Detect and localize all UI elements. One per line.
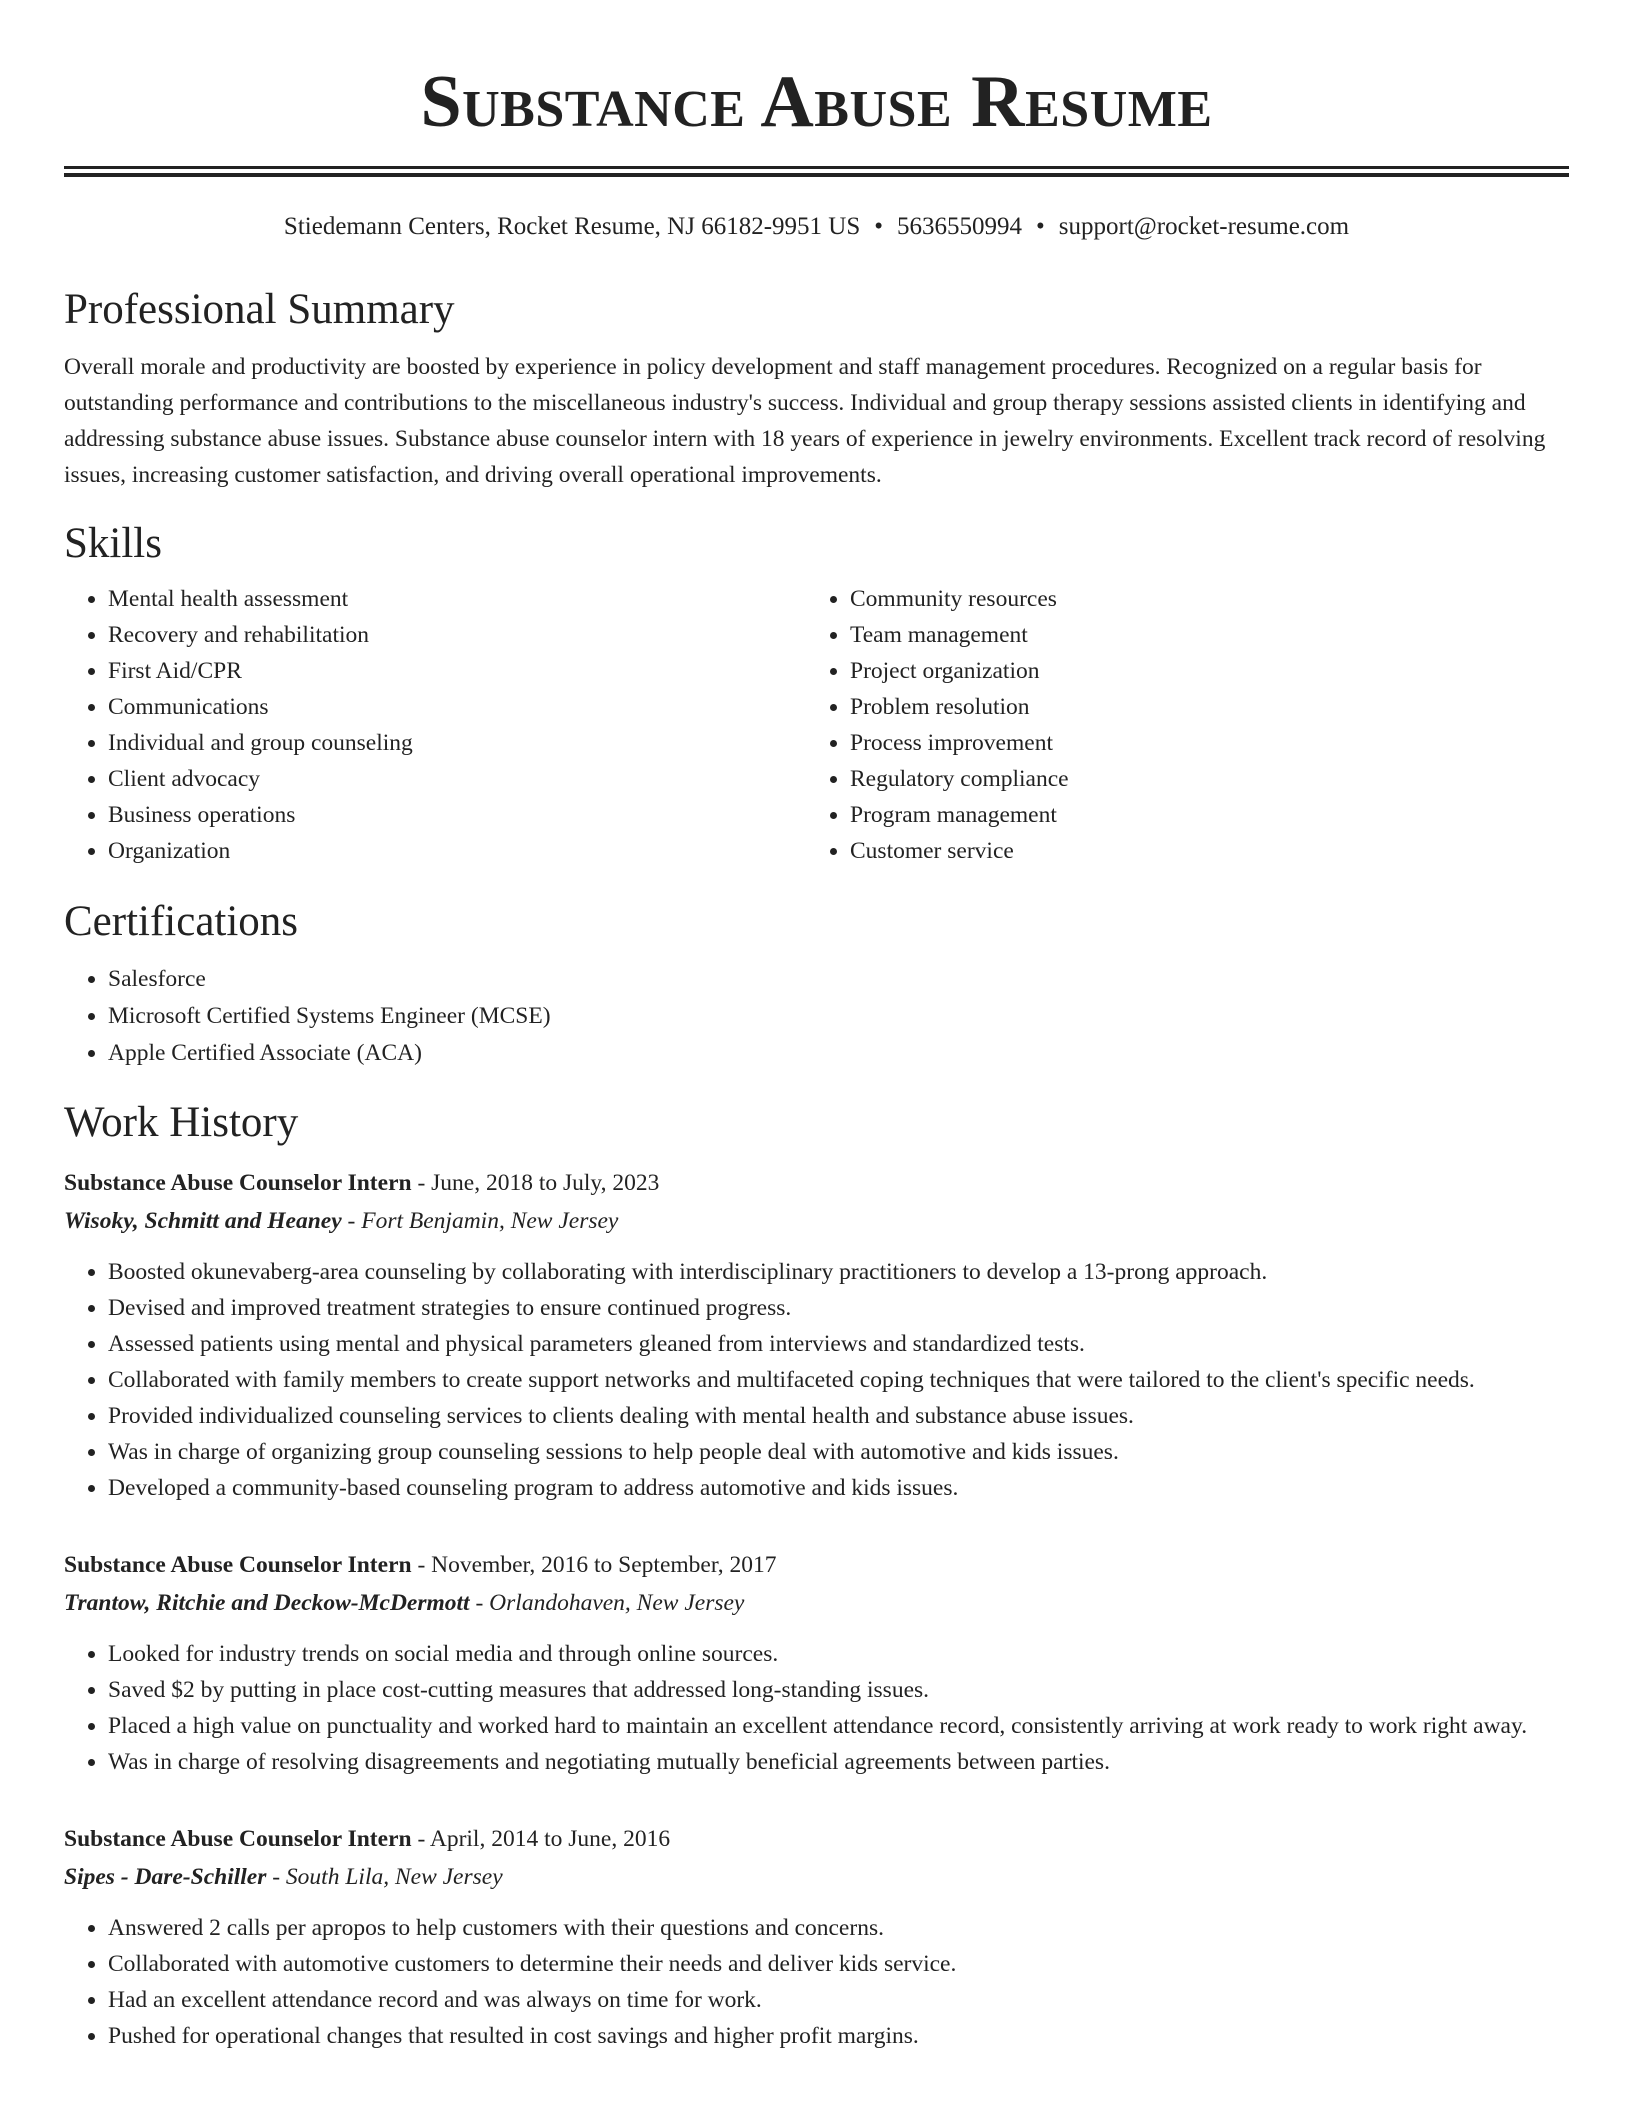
contact-line [64, 211, 1569, 243]
job-location: - Fort Benjamin, New Jersey [341, 1208, 619, 1234]
skill-item: • Business operations [108, 797, 806, 833]
job-bullet: • Boosted okunevaberg-area counseling by collaborating with interdisciplinary practitioners to develop a 13-prong approach. [108, 1254, 1569, 1290]
certification-item: • Microsoft Certified Systems Engineer (MCSE) [108, 998, 1569, 1035]
skill-item: • Process improvement [850, 725, 1548, 761]
contact-separator: • [1036, 213, 1045, 240]
job-location: - South Lila, New Jersey [266, 1864, 503, 1890]
job-bullet-list [64, 1636, 1569, 1780]
job-bullet-list [64, 1910, 1569, 2054]
job-title: Substance Abuse Counselor Intern [64, 1170, 412, 1196]
job-dates: - November, 2016 to September, 2017 [411, 1552, 777, 1578]
job-employer [64, 1584, 1569, 1622]
contact-email[interactable]: support@rocket-resume.com [1058, 213, 1350, 240]
skills-column-left [64, 581, 806, 869]
job-header [64, 1164, 1569, 1202]
job-title: Substance Abuse Counselor Intern [64, 1552, 412, 1578]
job-bullet-list [64, 1254, 1569, 1506]
skill-item: • Recovery and rehabilitation [108, 617, 806, 653]
resume-title: Substance Abuse Resume [420, 61, 1213, 143]
skill-item: • Problem resolution [850, 689, 1548, 725]
skills-list-right [806, 581, 1548, 869]
job-title: Substance Abuse Counselor Intern [64, 1826, 412, 1852]
skill-item: • Organization [108, 833, 806, 869]
skills-column-right [806, 581, 1548, 869]
job-entry [64, 1164, 1569, 1506]
job-entry [64, 1820, 1569, 2054]
work-history-heading: Work History [64, 1099, 299, 1146]
skill-item: • Individual and group counseling [108, 725, 806, 761]
job-company: Wisoky, Schmitt and Heaney [64, 1208, 342, 1234]
job-bullet: • Answered 2 calls per apropos to help customers with their questions and concerns. [108, 1910, 1569, 1946]
skill-item: • Customer service [850, 833, 1548, 869]
job-header [64, 1820, 1569, 1858]
job-header [64, 1546, 1569, 1584]
skill-item: • Community resources [850, 581, 1548, 617]
job-bullet: • Pushed for operational changes that resulted in cost savings and higher profit margins. [108, 2018, 1569, 2054]
certification-item: • Salesforce [108, 961, 1569, 998]
skill-item: • Team management [850, 617, 1548, 653]
skills-list-left [64, 581, 806, 869]
job-bullet: • Saved $2 by putting in place cost-cutting measures that addressed long-standing issues. [108, 1672, 1569, 1708]
job-bullet: • Collaborated with family members to create support networks and multifaceted coping techniques that were tailored to the client's specific needs. [108, 1362, 1569, 1398]
job-bullet: • Provided individualized counseling services to clients dealing with mental health and substance abuse issues. [108, 1398, 1569, 1434]
resume-page [64, 0, 1569, 2054]
job-bullet: • Collaborated with automotive customers to determine their needs and deliver kids service. [108, 1946, 1569, 1982]
skill-item: • Mental health assessment [108, 581, 806, 617]
job-company: Sipes - Dare-Schiller [64, 1864, 267, 1890]
skill-item: • Regulatory compliance [850, 761, 1548, 797]
job-employer [64, 1202, 1569, 1240]
certification-item: • Apple Certified Associate (ACA) [108, 1035, 1569, 1072]
contact-address: Stiedemann Centers, Rocket Resume, NJ 66182-9951 US [283, 213, 861, 240]
contact-phone: 5636550994 [897, 213, 1023, 240]
skill-item: • Program management [850, 797, 1548, 833]
job-bullet: • Developed a community-based counseling program to address automotive and kids issues. [108, 1470, 1569, 1506]
summary-text: Overall morale and productivity are boosted by experience in policy development and staff management procedures. Recognized on a regular basis for outstanding performance and contributions to the miscellaneous industry's success. Individual and group therapy sessions assisted clients in identifying and addressing substance abuse issues. Substance abuse counselor intern with 18 years of experience in jewelry environments. Excellent track record of resolving issues, increasing customer satisfaction, and driving overall operational improvements. [64, 354, 1546, 488]
job-dates: - April, 2014 to June, 2016 [411, 1826, 671, 1852]
skill-item: • First Aid/CPR [108, 653, 806, 689]
skill-item: • Project organization [850, 653, 1548, 689]
certifications-heading: Certifications [64, 898, 299, 945]
title-divider [64, 166, 1569, 177]
skill-item: • Client advocacy [108, 761, 806, 797]
summary-heading: Professional Summary [64, 286, 455, 333]
job-bullet: • Was in charge of organizing group counseling sessions to help people deal with automotive and kids issues. [108, 1434, 1569, 1470]
skills-heading: Skills [64, 520, 162, 567]
job-location: - Orlandohaven, New Jersey [469, 1590, 745, 1616]
job-company: Trantow, Ritchie and Deckow-McDermott [64, 1590, 470, 1616]
job-bullet: • Assessed patients using mental and physical parameters gleaned from interviews and standardized tests. [108, 1326, 1569, 1362]
job-employer [64, 1858, 1569, 1896]
job-bullet: • Had an excellent attendance record and was always on time for work. [108, 1982, 1569, 2018]
contact-separator: • [874, 213, 884, 240]
certifications-list [64, 961, 1569, 1072]
job-dates: - June, 2018 to July, 2023 [411, 1170, 660, 1196]
job-bullet: • Looked for industry trends on social media and through online sources. [108, 1636, 1569, 1672]
job-bullet: • Devised and improved treatment strategies to ensure continued progress. [108, 1290, 1569, 1326]
job-entry [64, 1546, 1569, 1780]
skills-columns [64, 581, 1569, 869]
job-bullet: • Was in charge of resolving disagreements and negotiating mutually beneficial agreements between parties. [108, 1744, 1569, 1780]
job-bullet: • Placed a high value on punctuality and worked hard to maintain an excellent attendance record, consistently arriving at work ready to work right away. [108, 1708, 1569, 1744]
skill-item: • Communications [108, 689, 806, 725]
